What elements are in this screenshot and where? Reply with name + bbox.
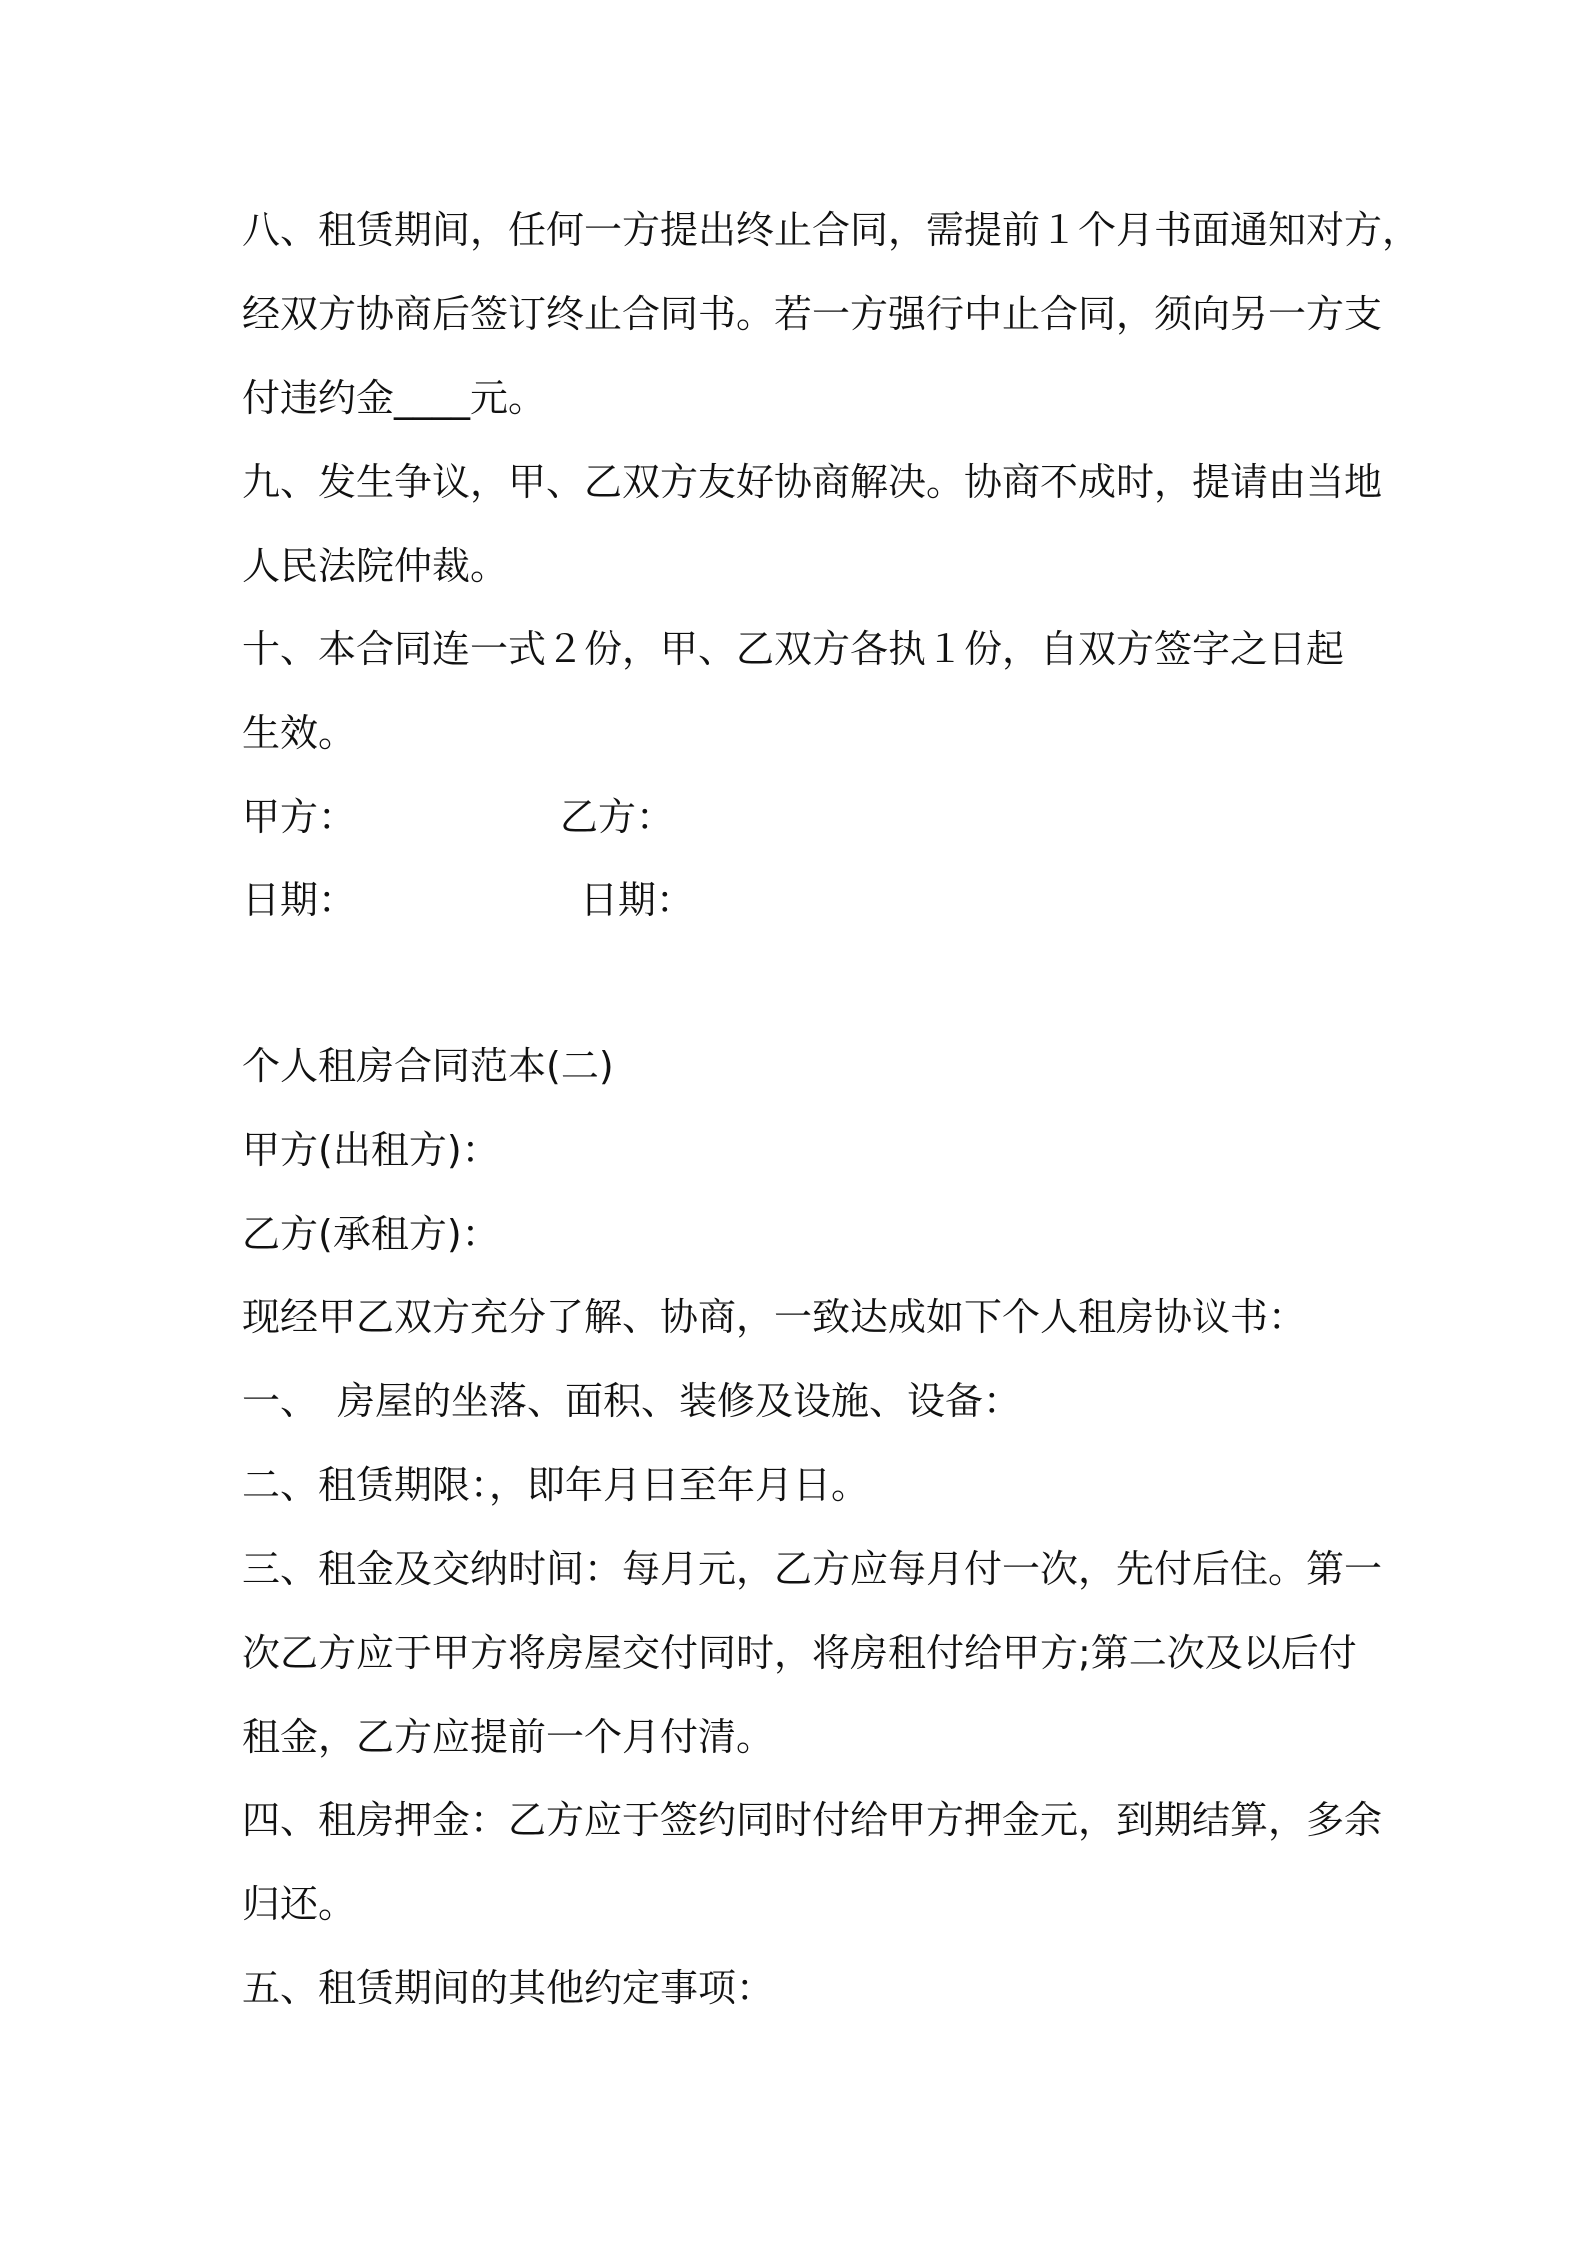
- clause-1: 一、 房屋的坐落、面积、装修及设施、设备：: [242, 1379, 1022, 1423]
- clause-2: 二、租赁期限：，即年月日至年月日。: [242, 1463, 870, 1507]
- clause-9-line-2: 人民法院仲裁。: [242, 544, 509, 588]
- clause-4-line-2: 归还。: [242, 1882, 357, 1926]
- clause-8-line-1: 八、租赁期间，任何一方提出终止合同，需提前１个月书面通知对方，: [242, 208, 1421, 252]
- clause-3-line-1: 三、租金及交纳时间：每月元，乙方应每月付一次，先付后住。第一: [242, 1547, 1383, 1591]
- clause-8-line-3: 付违约金____元。: [242, 376, 547, 420]
- clause-8-line-2: 经双方协商后签订终止合同书。若一方强行中止合同，须向另一方支: [242, 292, 1383, 336]
- lessee-label: 乙方(承租方)：: [242, 1212, 500, 1256]
- agreement-intro: 现经甲乙双方充分了解、协商，一致达成如下个人租房协议书：: [242, 1295, 1307, 1339]
- clause-3-line-3: 租金，乙方应提前一个月付清。: [242, 1715, 775, 1759]
- clause-3-line-2: 次乙方应于甲方将房屋交付同时，将房租付给甲方;第二次及以后付: [242, 1631, 1357, 1675]
- lessor-label: 甲方(出租方)：: [242, 1128, 500, 1172]
- clause-9-line-1: 九、发生争议，甲、乙双方友好协商解决。协商不成时，提请由当地: [242, 460, 1383, 504]
- party-b-date-label: 日期：: [580, 878, 695, 922]
- clause-10-line-1: 十、本合同连一式２份，甲、乙双方各执１份，自双方签字之日起: [242, 627, 1345, 671]
- party-a-date-label: 日期：: [242, 878, 357, 922]
- clause-10-line-2: 生效。: [242, 711, 357, 755]
- section-two-title: 个人租房合同范本(二): [242, 1044, 614, 1088]
- party-b-signature-label: 乙方：: [560, 795, 675, 839]
- party-a-signature-label: 甲方：: [242, 795, 357, 839]
- clause-5: 五、租赁期间的其他约定事项：: [242, 1966, 775, 2010]
- clause-4-line-1: 四、租房押金：乙方应于签约同时付给甲方押金元，到期结算，多余: [242, 1798, 1383, 1842]
